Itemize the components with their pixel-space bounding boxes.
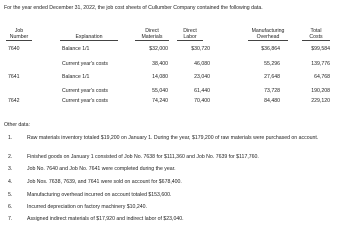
note-number: 4. [8, 179, 13, 185]
direct-materials: 14,080 [152, 74, 168, 80]
direct-labor: 61,440 [194, 88, 210, 94]
job-number: 7641 [8, 74, 20, 80]
note-text: Finished goods on January 1 consisted of Job No. 7638 for $111,360 and Job No. 7639 for $117,760. [27, 154, 259, 160]
explanation: Balance 1/1 [62, 46, 90, 52]
other-data-heading: Other data: [4, 122, 30, 128]
note-text: Job Nos. 7638, 7639, and 7641 were sold on account for $678,400. [27, 179, 182, 185]
total-costs: $99,584 [311, 46, 330, 52]
total-costs: 64,768 [314, 74, 330, 80]
note-item [8, 135, 338, 141]
direct-materials: 55,040 [152, 88, 168, 94]
note-item [8, 179, 338, 185]
note-text: Manufacturing overhead incurred on account totaled $153,600. [27, 192, 172, 198]
direct-materials: $32,000 [149, 46, 168, 52]
note-number: 1. [8, 135, 13, 141]
note-number: 6. [8, 204, 13, 210]
note-number: 3. [8, 166, 13, 172]
note-text: Assigned indirect materials of $17,920 and indirect labor of $23,040. [27, 216, 184, 222]
header-explanation: Explanation [60, 28, 118, 41]
explanation: Current year's costs [62, 88, 108, 94]
note-number: 2. [8, 154, 13, 160]
direct-labor: $30,720 [191, 46, 210, 52]
note-item [8, 166, 338, 172]
note-text: Job No. 7640 and Job No. 7641 were completed during the year. [27, 166, 176, 172]
note-number: 5. [8, 192, 13, 198]
direct-materials: 38,400 [152, 61, 168, 67]
direct-labor: 46,080 [194, 61, 210, 67]
explanation: Balance 1/1 [62, 74, 90, 80]
note-item [8, 204, 338, 210]
job-number: 7640 [8, 46, 20, 52]
header-total-costs: Total Costs [302, 28, 330, 41]
note-text: Incurred depreciation on factory machinery $10,240. [27, 204, 147, 210]
manufacturing-overhead: 84,480 [264, 98, 280, 104]
job-number: 7642 [8, 98, 20, 104]
manufacturing-overhead: $36,864 [261, 46, 280, 52]
total-costs: 190,208 [311, 88, 330, 94]
note-item [8, 216, 338, 222]
header-direct-labor: Direct Labor [177, 28, 203, 41]
manufacturing-overhead: 55,296 [264, 61, 280, 67]
note-text: Raw materials inventory totaled $19,200 on January 1. During the year, $179,200 of raw materials were purchased on account. [27, 135, 319, 141]
header-job: Job Number [6, 28, 32, 41]
explanation: Current year's costs [62, 98, 108, 104]
manufacturing-overhead: 27,648 [264, 74, 280, 80]
direct-labor: 70,400 [194, 98, 210, 104]
header-manufacturing-overhead: Manufacturing Overhead [248, 28, 288, 41]
total-costs: 139,776 [311, 61, 330, 67]
header-direct-materials: Direct Materials [135, 28, 169, 41]
intro-text: For the year ended December 31, 2022, the job cost sheets of Cullumber Company contained the following data. [4, 5, 263, 11]
total-costs: 229,120 [311, 98, 330, 104]
direct-labor: 23,040 [194, 74, 210, 80]
direct-materials: 74,240 [152, 98, 168, 104]
note-item [8, 192, 338, 198]
note-item [8, 154, 338, 160]
manufacturing-overhead: 73,728 [264, 88, 280, 94]
note-number: 7. [8, 216, 13, 222]
explanation: Current year's costs [62, 61, 108, 67]
